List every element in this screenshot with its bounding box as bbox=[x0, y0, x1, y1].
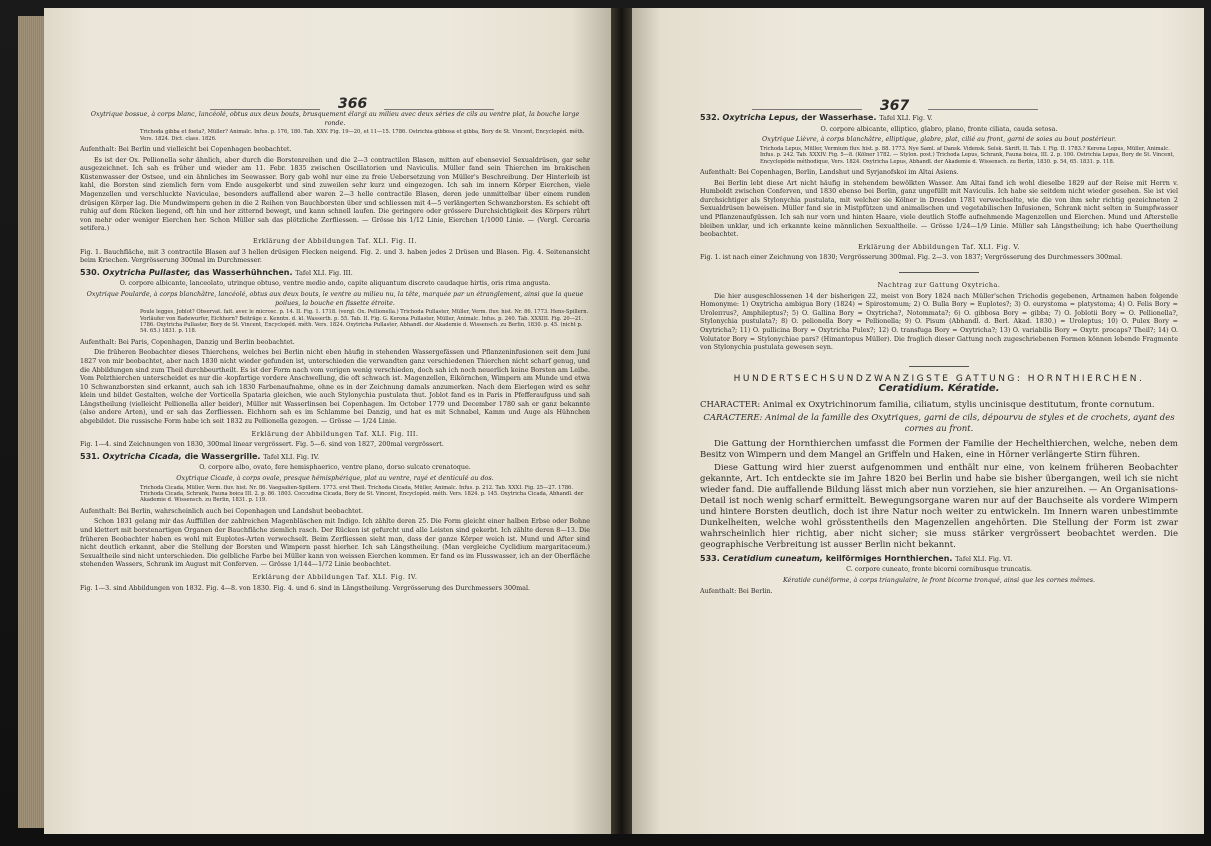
explanation-title-2: Erklärung der Abbildungen Taf. XLI. Fig. III. bbox=[251, 429, 419, 438]
explanation-title: Erklärung der Abbildungen Taf. XLI. Fig. V. bbox=[858, 242, 1020, 251]
species-heading-530 bbox=[80, 269, 590, 278]
explanation-text-3: Fig. 1—3. sind Abbildungen von 1832. Fig. 4—8. von 1830. Fig. 4. und 6. sind in Längstheilung. Vergrösserung des Durchmessers 300mal. bbox=[80, 583, 531, 592]
species-plate-ref: Tafel XLI. Fig. VI. bbox=[955, 554, 1013, 563]
species-french-diagnosis: Oxytrique Cicade, à corps ovale, presque hémisphérique, plat au ventre, rayé et denticulé au dos. bbox=[176, 474, 494, 483]
species-number: 533. bbox=[700, 553, 720, 563]
book-page-edges bbox=[18, 16, 46, 828]
nachtrag-body: Die hier ausgeschlossenen 14 der bisherigen 22, meist von Bory 1824 nach Müller'schen Trichodis gegebenen, Artnamen haben folgende Homonyme: 1) Oxytricha ambigua Bory (1824) = Spirostomum; 2) O. Bullа Bory = Euplotes?; 3) O. eurystoma = platystoma; 4) O. Felis Bory = Urolептus?, Amphileptus?; 5) O. Gallina Bory = Oxytricha?, Notommata?; 6) O. gibbosa Bory = gibba; 7) O. Joblotii Bory = O. Pellionella?, Stylonychia pustulata?; 8) O. pelionella Bory = Pellionella; 9) O. Pisum (Abhandl. d. Berl. Akad. 1830.) = Uroleptus; 10) O. Pulex Bory = Oxytricha?; 11) O. pullicina Bory = Oxytricha Pulex?; 12) O. transfuga Bory = Oxytricha?; 13) O. variabilis Bory = Oxytr. procaps? Theil?; 14) O. Volutator Bory = Stylonychiae pars? (Himantopus Müller). Die fraglich dieser Gattung noch zugeschriebenen Formen können lebende Fragmente von Stylonychia pustulata gewesen seyn. bbox=[700, 291, 1178, 352]
species-number: 532. bbox=[700, 113, 720, 122]
species-habitat: Aufenthalt: Bei Paris, Copenhagen, Danzig und Berlin beobachtet. bbox=[80, 337, 295, 346]
species-references: Poule legges, Joblot? Observat. fait. avec le microsc. p. 14. II. Fig. 1. 1718. (vergl. Ox. Pellionella.) Trichoda Pullaster, Müller, Verm. fluv. hist. Nr. 86. 1773. Hens-Spillern. Vorläufer von Badewurfer, Eichhorn? Beiträge z. Kenntn. d. kl. Wasserth. p. 55. Tab. II. Fig. G. Kerona Pullaster, Müller, Animalc. Infus. p. 240. Tab. XXXIII. Fig. 20—21. 1786. Oxytricha Pullaster, Bory de St. Vincent, Encyclopéd. méth. Vers. 1824. Oxytricha Pullaster, Abhandl. der Akademie d. Wissensch. zu Berlin, 1830. p. 45. (nicht p. 54. 65.) 1831. p. 118. bbox=[140, 309, 589, 335]
intro-habitat: Aufenthalt: Bei Berlin und vielleicht bei Copenhagen beobachtet. bbox=[80, 145, 292, 153]
species-habitat: Aufenthalt: Bei Berlin. bbox=[700, 586, 773, 595]
genus-body-2: Diese Gattung wird hier zuerst aufgenommen und enthält nur eine, von keinem früheren Beobachter gekannte, Art. Ich entdeckte sie im Jahre 1820 bei Berlin und habe sie bisher übergangen, weil ich sie nicht wieder fand. Die auffallende Bildung lässt mich aber nun vorziehen, sie hier anzureihen. — An Organisations-Detail ist noch wenig scharf ermittelt. Bewegungsorgane waren nur auf der Bauchseite als vordere Wimpern und hintere Borsten deutlich, doch ist ihre Natur noch weiter zu entwickeln. Im Innern waren unbestimmte Dunkelheiten, welche wohl grösstentheils den Magenzellen angehörten. Die Stellung der Form ist zwar wahrscheinlich hier richtig, aber nicht sicher; sie muss stärker vergrössert beobachtet werden. Die geographische Verbreitung ist ausser Berlin nicht bekannt. bbox=[700, 462, 1178, 550]
species-french-diagnosis: Kératide cunéiforme, à corps triangulaire, le front bicorne tronqué, ainsi que les cornes mêmes. bbox=[782, 576, 1096, 585]
species-heading-532 bbox=[700, 114, 1178, 123]
section-divider bbox=[899, 272, 979, 273]
species-name: Oxytricha Cicada, bbox=[102, 451, 182, 461]
genus-body-1: Die Gattung der Hornthierchen umfasst die Formen der Familie der Hechelthierchen, welche, neben dem Besitz von Wimpern und dem Mangel an Griffeln und Haken, eine in Hörner verlängerte Stirn führen. bbox=[700, 438, 1178, 460]
species-latin-diagnosis: O. corpore albicante, elliptico, glabro, plano, fronte ciliata, cauda setosa. bbox=[820, 124, 1058, 133]
genus-family-line: HUNDERTSECHSUNDZWANZIGSTE GATTUNG: HORNTHIERCHEN. bbox=[733, 373, 1145, 384]
species-heading-533 bbox=[700, 555, 1178, 564]
species-number: 531. bbox=[80, 451, 100, 461]
explanation-title-3: Erklärung der Abbildungen Taf. XLI. Fig. IV. bbox=[252, 573, 418, 581]
species-german-name: die Wassergrille. bbox=[184, 451, 261, 461]
right-page-content bbox=[700, 90, 1178, 597]
right-page bbox=[632, 8, 1204, 834]
species-heading-531 bbox=[80, 453, 590, 462]
species-name: Oxytricha Pullaster, bbox=[102, 267, 191, 277]
species-body: Schon 1831 gelang mir das Auffüllen der zahlreichen Magenbläschen mit Indigo. Ich zählte deren 25. Die Form gleicht einer halben Erbse oder Bohne und klettert mit borstenartigen Organen der Bauchfläche ziemlich rasch. Der Rücken ist gefurcht und alle Leisten sind gekerbt. Ich zählte deren 8—13. Die früheren Beobachter haben es wohl mit Euplotes-Arten verwechselt. Beim Zerfliessen sieht man, dass der ganze Körper weich ist. Mund und After sind nicht deutlich erkannt, aber die Stellung der Borsten und Wimpern passt hierher. Ich sah Längstheilung. (Man vergleiche Cyclidium margaritaceum.) Sexualtheile sind nicht unterschieden. Die gelbliche Farbe bei Müller kann von weissen Eierchen kommen. Er fand es im Flusswasser, ich an der Oberfläche stehenden Wassers, Schrank im August mit Conferven. — Grösse 1/144—1/72 Linie beobachtet. bbox=[80, 517, 590, 569]
explanation-text: Fig. 1. ist nach einer Zeichnung von 1830; Vergrösserung 300mal. Fig. 2—3. von 1837; Vergrösserung des Durchmessers 300mal. bbox=[700, 253, 1123, 262]
explanation-text-1: Fig. 1. Bauchfläche, mit 3 contractile Blasen auf 3 hellen drüsigen Flecken neigend. Fig. 2. und 3. haben jedes 2 Drüsen und Blasen. Fig. 4. Seitenansicht beim Kriechen. Vergrösserung 300mal im Durchmesser. bbox=[80, 247, 590, 265]
left-page bbox=[44, 8, 611, 834]
species-french-diagnosis: Oxytrique Poularde, à corps blanchâtre, lancéolé, obtus aux deux bouts, le ventre au milieu nu, la tête, marquée par un étranglement, ainsi que la queue poilues, la bouche en fissette étroite. bbox=[86, 289, 584, 307]
species-name: Oxytricha Lepus, bbox=[722, 113, 799, 122]
species-latin-diagnosis: O. corpore albo, ovato, fere hemisphaerico, ventre plano, dorso sulcato crenatoque. bbox=[199, 463, 471, 472]
intro-body: Es ist der Ox. Pellionella sehr ähnlich, aber durch die Borstenreihen und die 2—3 contractilen Blasen, mitten auf ebenseviel Sexualdrüsen, gar sehr ausgezeichnet. Ich sah es früher und wieder am 11. Febr. 1835 zwischen Oscillatorien und Naviculis. Müller fand sein Thierchen im brakischen Küstenwasser der Ostsee, und ein ähnliches im Seewasser. Bory gab wohl nur eine zu freie Uebersetzung von Müller's Beschreibung. Der Hinterleib ist kahl, die Borsten sind ziemlich fern vom Ende ausgekerbt und sind zuweilen sehr kurz und eingezogen. Ich sah im innern Körper Eierchen, viele Magenzellen und verschluckte Naviculae, besonders auffallend aber waren 2—3 helle contractile Blasen, deren jede unmittelbar über einem runden drüsigen Körper lag. Die Mundwimpern gehen in die 2 Reihen von Bauchborsten über und schliessen mit 4—5 verlängerten Schwanzborsten. Es schiebt oft ruhig auf dem Rücken liegend, oft hin und her zitternd bewegt, und kann schnell laufen. Die geringere oder grössere Durchsichtigkeit des Körpers rührt von mehr oder weniger Eierchen her. Schon Müller sah das plötzliche Zerfliessen. — Grösse bis 1/12 Linie, Eierchen 1/1000 Linie. — (Vergl. Cercaria setifera.) bbox=[80, 155, 590, 233]
explanation-text-2: Fig. 1—4. sind Zeichnungen von 1830, 300mal linear vergrössert. Fig. 5—6. sind von 1827, 200mal vergrössert. bbox=[80, 440, 444, 449]
species-plate-ref: Tafel XLI. Fig. V. bbox=[879, 114, 933, 122]
species-body: Bei Berlin lebt diese Art nicht häufig in stehendem bewölkten Wasser. Am Altai fand ich wohl dieselbe 1829 auf der Reise mit Herrn v. Humboldt zwischen Conferven, und 1830 ebenso bei Berlin, ganz ungefüllt mit Naviculis. Ich habe sie seitdem nicht wieder gesehen. Sie ist viel durchsichtiger als Stylonychia pustulata, mit welcher sie Kölner in Dresden 1781 verwechselte, wie die von ihm sehr richtig gezeichneten 2 Sexualdrüsen beweisen. Müller fand sie in Mistpfützen und animalischen und vegetabilischen Infusionen, Schrank nicht selten in Sumpfwasser und Pflanzenaufgüssen. Ich sah nur vorn und hinten Haare, viele deutlich Stoffe aufnehmende Magenzellen und Eierchen. Mund und Afterstelle bleiben unklar, und ich erkannte keine männlichen Sexualtheile. — Grösse 1/24—1/9 Linie. Müller sah Längstheilung; ich habe Quertheilung beobachtet. bbox=[700, 178, 1178, 239]
species-plate-ref: Tafel XLI. Fig. III. bbox=[295, 268, 353, 277]
book-gutter bbox=[611, 8, 632, 834]
page-number-left: 366 bbox=[338, 96, 368, 112]
species-french-diagnosis: Oxytrique Lièvre, à corps blanchâtre, elliptique, glabre, plat, cilié au front, garni de soies au bout postérieur. bbox=[761, 135, 1117, 144]
species-habitat: Aufenthalt: Bei Berlin, wahrscheinlich auch bei Copenhagen und Landshut beobachtet. bbox=[80, 506, 364, 515]
genus-caractere: CARACTERE: Animal de la famille des Oxytriques, garni de cils, dépourvu de styles et de crochets, ayant des cornes au front. bbox=[703, 412, 1175, 434]
page-number-right: 367 bbox=[880, 98, 910, 114]
left-page-content bbox=[80, 90, 590, 594]
intro-french-diagnosis: Oxytrique bossue, à corps blanc, lancéolé, obtus aux deux bouts, brusquement élargi au milieu avec deux séries de cils au ventre plat, la bouche large ronde. bbox=[90, 110, 580, 127]
genus-character: CHARACTER: Animal ex Oxytrichinorum familia, ciliatum, stylis uncinisque destitutum, fronte cornutum. bbox=[700, 399, 1155, 410]
species-references: Trichoda Cicada, Müller, Verm. fluv. hist. Nr. 86. Vaegsalien-Spillern. 1773. erst Theil. Trichoda Cicada, Müller, Animalc. Infus. p. 212. Tab. XXXI. Fig. 25—27. 1786. Trichoda Cicada, Schrank, Fauna boica III. 2. p. 86. 1803. Coccudina Cicada, Bory de St. Vincent, Encyclopéd. méth. Vers. 1824. p. 145. Oxytricha Cicada, Abhandl. der Akademie d. Wissensch. zu Berlin, 1831. p. 119. bbox=[140, 484, 584, 504]
species-body: Die früheren Beobachter dieses Thierchens, welches bei Berlin nicht eben häufig in stehenden Wassergefässen und Pflanzeninfusionen seit dem Juni 1827 von mir beobachtet, aber nach 1830 nicht wieder gefunden ist, unterschieden die verwandten ganz verschiedenen Thierchen nicht scharf genug, und die Abbildungen sind zum Theil durchbeurtheilt. Es ist der Form nach vom vorigen wenig verschieden, doch sah ich noch neuerlich keine Borsten am Leibe. Vom Pelzthierchen unterscheidet es nur die -kopfartige vordere Anschwellung, die oft schwach ist. Magenzellen, Eikörnchen, Wimpern am Munde und etwa 10 Schwanzborsten sind erkannt, auch sah ich 1830 Farbenaufnahme, ohne es in der Zeichnung damals anzumerken. Nach dem Eierlegen wird es sehr klein und bildet Gestalten, welche der Vorticella Spataria gleichen, wie auch Stylonychia pustulata thut. Joblot fand es in Paris in Pfefferaufguss und sah Längstheilung (vielleicht Pellionella aller beider), Müller mit Wasserlinsen bei Copenhagen. Im October 1779 und December 1780 sah er ganz bekannte (also andere Arten), und er sah das Zerfliessen. Eichhorn sah es im Schlamme bei Danzig, und hat es mit Schnabel, Kamm und Auge als Hühnchen abgebildet. Die russische Form habe ich seit 1832 zu Pellionella gezogen. — Grösse — 1/24 Linie. bbox=[80, 348, 590, 426]
species-habitat: Aufenthalt: Bei Copenhagen, Berlin, Landshut und Syrjanofskoi im Altai Asiens. bbox=[700, 168, 959, 176]
species-name: Ceratidium cuneatum, bbox=[722, 553, 823, 563]
species-latin-diagnosis: C. corpore cuneato, fronte bicorni cornibusque truncatis. bbox=[846, 565, 1032, 574]
section-divider bbox=[909, 366, 969, 367]
nachtrag-title: Nachtrag zur Gattung Oxytricha. bbox=[877, 280, 1001, 289]
intro-references: Trichoda gibba et foeta?, Müller? Animalc. Infus. p. 176, 180. Tab. XXV. Fig. 19—20, et 11—15. 1786. Ostrichia gibbosa et gibba, Bory de St. Vincent, Encyclopéd. méth. Vers. 1824. Dict. class. 1826. bbox=[140, 129, 585, 142]
genus-name: Ceratidium. Kératide. bbox=[878, 383, 1000, 395]
species-german-name: das Wasserhühnchen. bbox=[193, 267, 293, 277]
species-references: Trichoda Lepus, Müller, Vermium fluv. hist. p. 88. 1773. Nye Saml. af Dansk. Vidensk. Selsk. Skrift. II. Tab. I. Fig. II. 1783.? Kerona Lepus, Müller, Animalc. Infus. p. 242. Tab. XXXIV. Fig. 5—8. (Kölner 1782. — Stylon. post.) Trichoda Lepus, Schrank, Fauna boica, III. 2. p. 100. Ostrichia Lepus, Bory de St. Vincent, Encyclopédie méthodique, Vers. 1824. Oxytricha Lepus, Abhandl. der Akademie d. Wissensch. zu Berlin, 1830. p. 54, 65. 1831. p. 118. bbox=[760, 145, 1175, 165]
explanation-title-1: Erklärung der Abbildungen Taf. XLI. Fig. II. bbox=[253, 236, 417, 245]
species-plate-ref: Tafel XLI. Fig. IV. bbox=[263, 452, 320, 461]
species-number: 530. bbox=[80, 267, 100, 277]
species-german-name: der Wasserhase. bbox=[801, 113, 877, 122]
species-latin-diagnosis: O. corpore albicante, lanceolato, utrinque obtuso, ventre medio ando, capite aliquantum discreto caudaque hirtis, oris rima angusta. bbox=[119, 279, 551, 288]
species-german-name: keilförmiges Hornthierchen. bbox=[825, 553, 953, 563]
